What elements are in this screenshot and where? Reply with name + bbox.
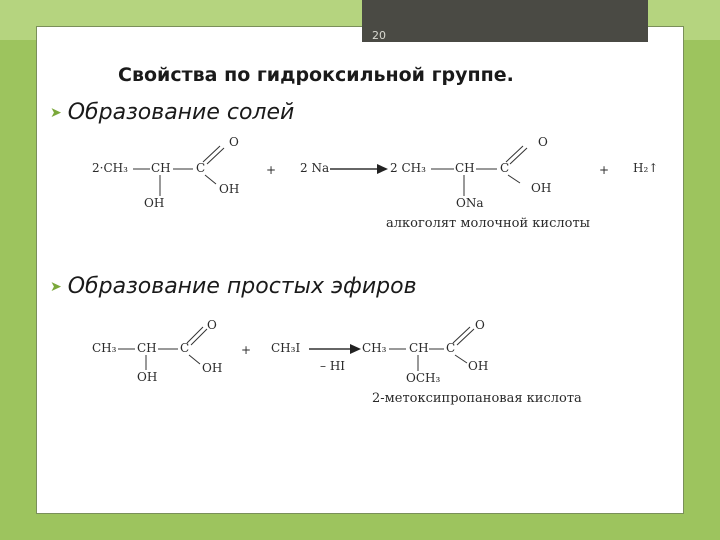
r2-plus: + bbox=[241, 343, 252, 357]
r1-plus: + bbox=[266, 163, 277, 177]
r2-byproduct-hi: – HI bbox=[320, 359, 346, 373]
r1-reactant-oh: OH bbox=[219, 182, 240, 196]
r1-product-c: C bbox=[500, 161, 510, 175]
r2-product-oh: OH bbox=[468, 359, 489, 373]
bullet-salts-label: Образование солей bbox=[67, 100, 295, 125]
reaction-arrow-head-icon bbox=[350, 344, 361, 354]
r1-product-ch3: 2 CH₃ bbox=[390, 161, 426, 175]
r2-product-och3: OCH₃ bbox=[406, 371, 441, 385]
r2-reactant-ch: CH bbox=[137, 341, 157, 355]
r1-plus-2: + bbox=[599, 163, 610, 177]
r2-reactant-oh-bottom: OH bbox=[137, 370, 158, 384]
r1-reactant-o: O bbox=[229, 135, 239, 149]
r1-hydrogen-gas: H₂↑ bbox=[633, 161, 659, 175]
r1-product-ch: CH bbox=[455, 161, 475, 175]
r1-reactant-c: C bbox=[196, 161, 206, 175]
bullet-ethers-label: Образование простых эфиров bbox=[67, 274, 417, 299]
r2-product-o: O bbox=[475, 318, 485, 332]
r2-reactant-oh: OH bbox=[202, 361, 223, 375]
r2-reagent-ch3i: CH₃I bbox=[271, 341, 301, 355]
r2-product-ch: CH bbox=[409, 341, 429, 355]
r2-product-ch3: CH₃ bbox=[362, 341, 387, 355]
r1-product-o: O bbox=[538, 135, 548, 149]
r1-product-oh: OH bbox=[531, 181, 552, 195]
r2-reactant-c: C bbox=[180, 341, 190, 355]
r1-reactant-ch: CH bbox=[151, 161, 171, 175]
r2-product-c: C bbox=[446, 341, 456, 355]
slide-number: 20 bbox=[372, 29, 386, 42]
r1-product-ona: ONa bbox=[456, 196, 484, 210]
r1-reactant-oh-bottom: OH bbox=[144, 196, 165, 210]
r2-reactant-o: O bbox=[207, 318, 217, 332]
slide-title: Свойства по гидроксильной группе. bbox=[118, 64, 514, 86]
r1-reagent-na: 2 Na bbox=[300, 161, 330, 175]
bullet-arrow-icon: ➤ bbox=[50, 105, 62, 121]
bullet-arrow-icon: ➤ bbox=[50, 279, 62, 295]
r2-reactant-ch3: CH₃ bbox=[92, 341, 117, 355]
reaction-arrow-head-icon bbox=[377, 164, 388, 174]
r1-product-name: алкоголят молочной кислоты bbox=[386, 216, 590, 231]
r1-reactant-ch3: 2·CH₃ bbox=[92, 161, 128, 175]
r2-product-name: 2-метоксипропановая кислота bbox=[372, 391, 582, 406]
